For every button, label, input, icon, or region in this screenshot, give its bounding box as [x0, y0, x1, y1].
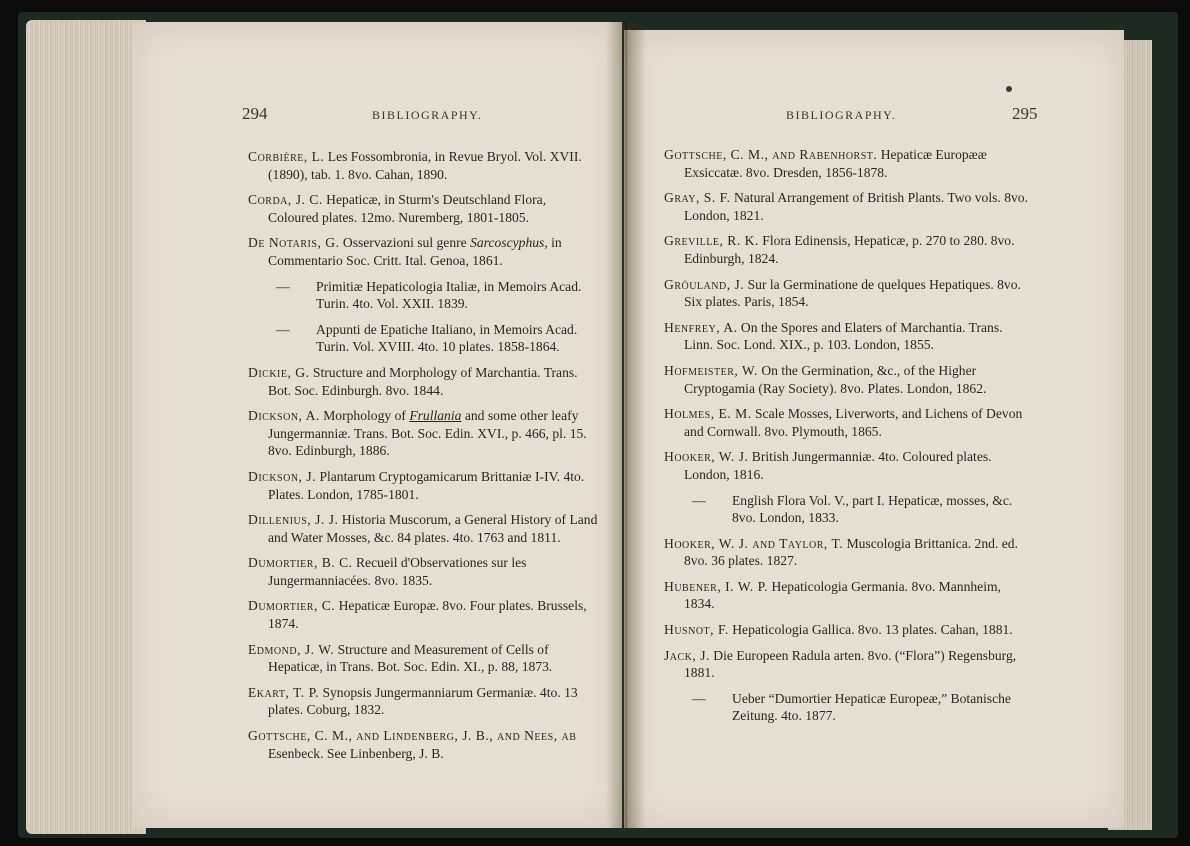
left-bibliography-list — [248, 148, 598, 770]
bib-entry: Dumortier, C. Hepaticæ Europæ. 8vo. Four plates. Brussels, 1874. — [248, 598, 587, 632]
bib-entry: Corda, J. C. Hepaticæ, in Sturm's Deutschland Flora, Coloured plates. 12mo. Nuremberg, 1801-1805. — [248, 192, 547, 225]
bib-entry: De Notaris, G. Osservazioni sul genre Sarcoscyphus, in Commentario Soc. Critt. Ital. Genoa, 1861. — [248, 235, 562, 268]
bib-entry: Dumortier, B. C. Recueil d'Observationes sur les Jungermanniacées. 8vo. 1835. — [248, 555, 527, 588]
bib-entry: Corbière, L. Les Fossombronia, in Revue Bryol. Vol. XVII. (1890), tab. 1. 8vo. Cahan, 1890. — [248, 149, 582, 182]
bib-entry: Hooker, W. J. and Taylor, T. Muscologia Brittanica. 2nd. ed. 8vo. 36 plates. 1827. — [664, 535, 1018, 569]
bib-entry: — Appunti de Epatiche Italiano, in Memoirs Acad. Turin. Vol. XVIII. 4to. 10 plates. 1858-1864. — [276, 321, 578, 355]
bib-entry: Gröuland, J. Sur la Germinatione de quelques Hepatiques. 8vo. Six plates. Paris, 1854. — [664, 276, 1021, 310]
bib-entry: Holmes, E. M. Scale Mosses, Liverworts, and Lichens of Devon and Cornwall. 8vo. Plymouth, 1865. — [664, 406, 1023, 439]
bib-entry: Hubener, I. W. P. Hepaticologia Germania. 8vo. Mannheim, 1834. — [664, 578, 1001, 612]
bib-entry: — Primitiæ Hepaticologia Italiæ, in Memoirs Acad. Turin. 4to. Vol. XXII. 1839. — [276, 278, 582, 312]
bib-entry: Ekart, T. P. Synopsis Jungermanniarum Germaniæ. 4to. 13 plates. Coburg, 1832. — [248, 684, 578, 718]
right-page-number: 295 — [1012, 104, 1038, 123]
bib-entry: Dickson, J. Plantarum Cryptogamicarum Brittaniæ I-IV. 4to. Plates. London, 1785-1801. — [248, 468, 585, 502]
left-page-number: 294 — [242, 104, 268, 123]
bib-entry: Jack, J. Die Europeen Radula arten. 8vo. (“Flora”) Regensburg, 1881. — [664, 647, 1017, 681]
book-gutter — [606, 22, 646, 828]
right-bibliography-list — [664, 146, 1034, 733]
left-page-edges — [26, 20, 146, 834]
bib-entry: Gottsche, C. M., and Lindenberg, J. B., and Nees, ab Esenbeck. See Linbenberg, J. B. — [248, 728, 577, 761]
right-running-head: BIBLIOGRAPHY. — [786, 108, 897, 122]
bib-entry: — English Flora Vol. V., part I. Hepaticæ, mosses, &c. 8vo. London, 1833. — [692, 492, 1013, 526]
bib-entry: Edmond, J. W. Structure and Measurement of Cells of Hepaticæ, in Trans. Bot. Soc. Edin. XI., p. 88, 1873. — [248, 641, 553, 675]
bib-entry: Hooker, W. J. British Jungermanniæ. 4to. Coloured plates. London, 1816. — [664, 449, 992, 482]
bib-entry: Gottsche, C. M., and Rabenhorst. Hepaticæ Europææ Exsiccatæ. 8vo. Dresden, 1856-1878. — [664, 147, 987, 180]
bib-entry: Gray, S. F. Natural Arrangement of British Plants. Two vols. 8vo. London, 1821. — [664, 190, 1029, 223]
ink-smudge — [1006, 86, 1012, 92]
bib-entry: Husnot, F. Hepaticologia Gallica. 8vo. 13 plates. Cahan, 1881. — [664, 622, 1013, 638]
bib-entry: — Ueber “Dumortier Hepaticæ Europeæ,” Botanische Zeitung. 4to. 1877. — [692, 690, 1011, 724]
bib-entry: Hofmeister, W. On the Germination, &c., of the Higher Cryptogamia (Ray Society). 8vo. Plates. London, 1862. — [664, 362, 987, 396]
bib-entry: Dillenius, J. J. Historia Muscorum, a General History of Land and Water Mosses, &c. 84 plates. 4to. 1763 and 1811. — [248, 512, 598, 545]
left-running-head: BIBLIOGRAPHY. — [372, 108, 483, 122]
bib-entry: Greville, R. K. Flora Edinensis, Hepaticæ, p. 270 to 280. 8vo. Edinburgh, 1824. — [664, 233, 1015, 266]
bib-entry: Dickson, A. Morphology of Frullania and some other leafy Jungermanniæ. Trans. Bot. Soc. Edin. XVI., p. 466, pl. 15. 8vo. Edinburgh, 1886. — [248, 408, 587, 459]
bib-entry: Dickie, G. Structure and Morphology of Marchantia. Trans. Bot. Soc. Edinburgh. 8vo. 1844. — [248, 364, 578, 398]
bib-entry: Henfrey, A. On the Spores and Elaters of Marchantia. Trans. Linn. Soc. Lond. XIX., p. 103. London, 1855. — [664, 319, 1003, 353]
